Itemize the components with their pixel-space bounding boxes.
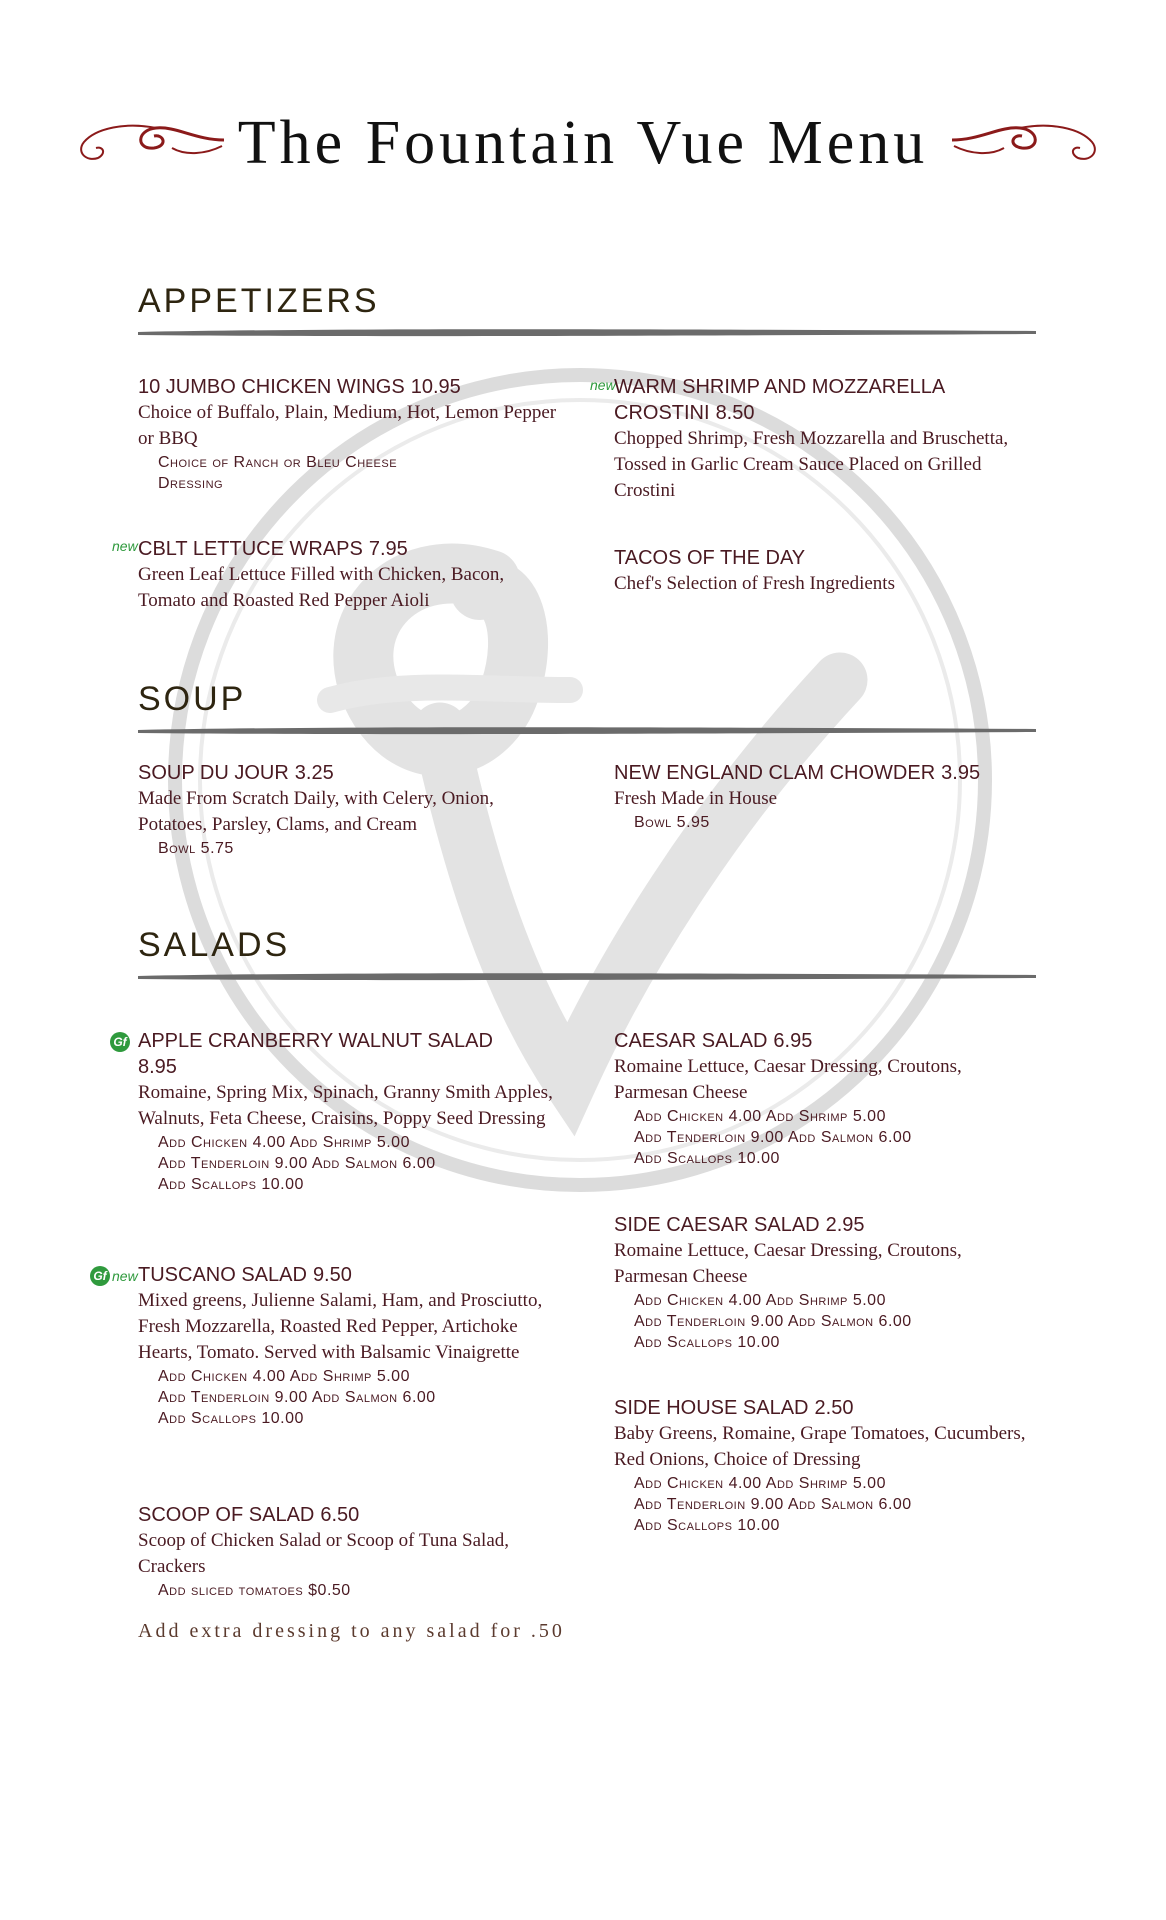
- item-description: Scoop of Chicken Salad or Scoop of Tuna Salad, Crackers: [138, 1530, 510, 1577]
- menu-item-shrimp-crostini: [614, 374, 1034, 504]
- item-price: 2.95: [825, 1214, 865, 1236]
- item-addon: Add Scallops 10.00: [634, 1334, 780, 1351]
- item-name: NEW ENGLAND CLAM CHOWDER: [614, 762, 936, 784]
- menu-item-tuscano-salad: [138, 1262, 558, 1429]
- new-tag: new: [590, 377, 616, 393]
- item-addon: Add Tenderloin 9.00 Add Salmon 6.00: [634, 1129, 912, 1146]
- item-addon: Dressing: [158, 475, 224, 492]
- section-title-salads: SALADS: [138, 926, 291, 964]
- item-name: TACOS OF THE DAY: [614, 547, 806, 569]
- item-addon: Add Scallops 10.00: [158, 1176, 304, 1193]
- item-description: Green Leaf Lettuce Filled with Chicken, Bacon, Tomato and Roasted Red Pepper Aioli: [138, 564, 505, 611]
- item-name: TUSCANO SALAD: [138, 1264, 307, 1286]
- item-addon: Add Scallops 10.00: [158, 1410, 304, 1427]
- menu-item-side-house-salad: [614, 1395, 1034, 1536]
- item-price: 2.50: [814, 1397, 854, 1419]
- item-addon: Add Scallops 10.00: [634, 1150, 780, 1167]
- flourish-right-icon: [950, 118, 1100, 168]
- item-addon: Bowl 5.95: [634, 814, 710, 831]
- item-price: 3.95: [941, 762, 981, 784]
- item-addon: Bowl 5.75: [158, 840, 234, 857]
- item-addon: Add sliced tomatoes $0.50: [158, 1582, 351, 1599]
- menu-item-scoop-of-salad: [138, 1502, 558, 1601]
- item-description: Romaine, Spring Mix, Spinach, Granny Smith Apples, Walnuts, Feta Cheese, Craisins, Poppy Seed Dressing: [138, 1082, 553, 1129]
- menu-item-chicken-wings: [138, 374, 558, 494]
- item-price: 10.95: [410, 376, 461, 398]
- item-name: SIDE CAESAR SALAD: [614, 1214, 820, 1236]
- item-addon: Add Scallops 10.00: [634, 1517, 780, 1534]
- item-price: 7.95: [368, 538, 408, 560]
- item-price: 6.95: [773, 1030, 813, 1052]
- section-divider: [138, 724, 1036, 736]
- page-title: The Fountain Vue Menu: [237, 109, 929, 177]
- new-tag: new: [112, 1268, 138, 1284]
- item-description: Fresh Made in House: [614, 788, 778, 809]
- item-price: 8.50: [715, 402, 755, 424]
- item-price: 3.25: [294, 762, 334, 784]
- menu-item-caesar-salad: [614, 1028, 1034, 1169]
- item-description: Baby Greens, Romaine, Grape Tomatoes, Cucumbers, Red Onions, Choice of Dressing: [614, 1423, 1026, 1470]
- item-addon: Add Chicken 4.00 Add Shrimp 5.00: [634, 1108, 886, 1125]
- item-price: 9.50: [312, 1264, 352, 1286]
- menu-item-cblt-wraps: [138, 536, 558, 614]
- item-name: SOUP DU JOUR: [138, 762, 289, 784]
- salad-footer-note: Add extra dressing to any salad for .50: [138, 1620, 565, 1642]
- item-description: Made From Scratch Daily, with Celery, Onion, Potatoes, Parsley, Clams, and Cream: [138, 788, 494, 835]
- menu-item-apple-cranberry-salad: [138, 1028, 558, 1195]
- item-addon: Add Tenderloin 9.00 Add Salmon 6.00: [158, 1155, 436, 1172]
- section-divider: [138, 326, 1036, 338]
- item-addon: Add Chicken 4.00 Add Shrimp 5.00: [634, 1292, 886, 1309]
- new-tag: new: [112, 538, 138, 554]
- item-name: CBLT LETTUCE WRAPS: [138, 538, 363, 560]
- item-name: SIDE HOUSE SALAD: [614, 1397, 809, 1419]
- item-addon: Add Tenderloin 9.00 Add Salmon 6.00: [634, 1313, 912, 1330]
- menu-item-soup-du-jour: [138, 760, 558, 859]
- gluten-free-badge-icon: Gf: [110, 1032, 130, 1052]
- gluten-free-badge-icon: Gf: [90, 1266, 110, 1286]
- item-description: Romaine Lettuce, Caesar Dressing, Croutons, Parmesan Cheese: [614, 1056, 962, 1103]
- item-name: CAESAR SALAD: [614, 1030, 768, 1052]
- item-addon: Add Chicken 4.00 Add Shrimp 5.00: [158, 1368, 410, 1385]
- item-name: 10 JUMBO CHICKEN WINGS: [138, 376, 405, 398]
- item-description: Chopped Shrimp, Fresh Mozzarella and Bruschetta, Tossed in Garlic Cream Sauce Placed on Grilled Crostini: [614, 428, 1009, 501]
- item-description: Mixed greens, Julienne Salami, Ham, and Prosciutto, Fresh Mozzarella, Roasted Red Pepper, Artichoke Hearts, Tomato. Served with Balsamic Vinaigrette: [138, 1290, 543, 1363]
- menu-item-tacos: [614, 545, 1034, 597]
- item-description: Chef's Selection of Fresh Ingredients: [614, 573, 895, 594]
- item-name: WARM SHRIMP AND MOZZARELLA CROSTINI: [614, 376, 945, 424]
- menu-item-side-caesar-salad: [614, 1212, 1034, 1353]
- item-price: 8.95: [138, 1056, 177, 1078]
- section-divider: [138, 970, 1036, 982]
- item-addon: Add Chicken 4.00 Add Shrimp 5.00: [634, 1475, 886, 1492]
- item-addon: Choice of Ranch or Bleu Cheese: [158, 454, 398, 471]
- menu-item-clam-chowder: [614, 760, 1034, 833]
- item-description: Romaine Lettuce, Caesar Dressing, Croutons, Parmesan Cheese: [614, 1240, 962, 1287]
- section-title-appetizers: APPETIZERS: [138, 282, 380, 320]
- item-addon: Add Chicken 4.00 Add Shrimp 5.00: [158, 1134, 410, 1151]
- item-addon: Add Tenderloin 9.00 Add Salmon 6.00: [158, 1389, 436, 1406]
- section-title-soup: SOUP: [138, 680, 247, 718]
- item-name: APPLE CRANBERRY WALNUT SALAD: [138, 1030, 493, 1052]
- item-price: 6.50: [320, 1504, 360, 1526]
- item-name: SCOOP OF SALAD: [138, 1504, 315, 1526]
- item-description: Choice of Buffalo, Plain, Medium, Hot, Lemon Pepper or BBQ: [138, 402, 557, 449]
- item-addon: Add Tenderloin 9.00 Add Salmon 6.00: [634, 1496, 912, 1513]
